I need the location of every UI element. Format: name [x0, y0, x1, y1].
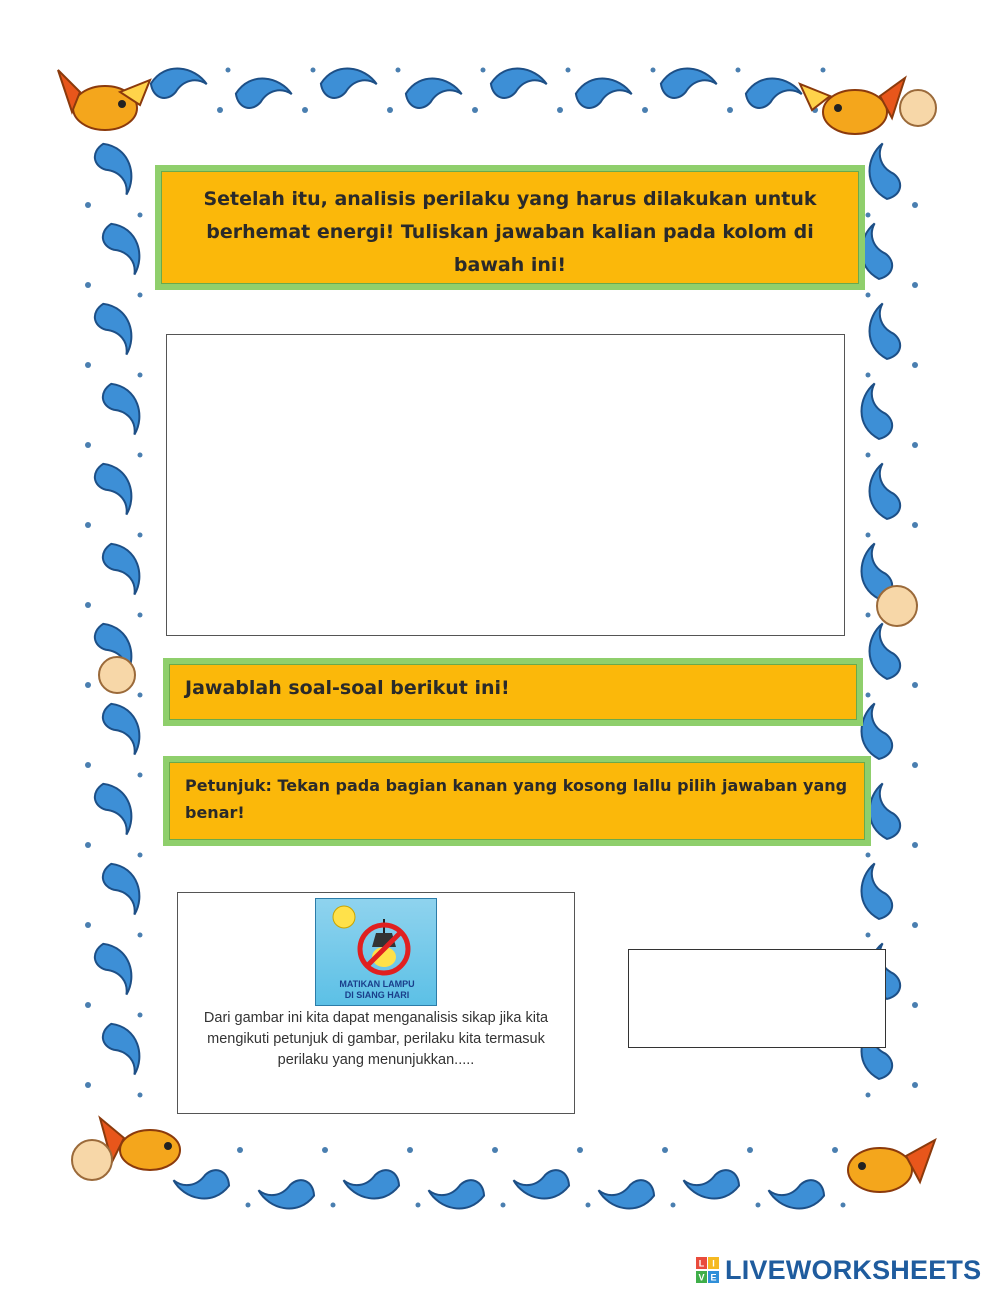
bubble-ornament — [246, 1203, 251, 1208]
bubble-ornament — [138, 373, 143, 378]
goldfish-top-right-icon — [800, 78, 905, 134]
bubble-ornament — [85, 762, 91, 768]
bubble-ornament — [138, 213, 143, 218]
bubble-ornament — [85, 682, 91, 688]
bubble-ornament — [85, 522, 91, 528]
wave-ornament — [171, 1157, 233, 1207]
bubble-ornament — [651, 68, 656, 73]
liveworksheets-logo-icon — [695, 1255, 721, 1285]
bubble-ornament — [138, 693, 143, 698]
bubble-ornament — [472, 107, 478, 113]
bubble-ornament — [912, 442, 918, 448]
bubble-ornament — [237, 1147, 243, 1153]
logo-letter: E — [710, 1272, 717, 1283]
wave-ornament — [865, 622, 907, 681]
bubble-ornament — [226, 68, 231, 73]
bubble-ornament — [866, 373, 871, 378]
goldfish-bottom-right-icon — [848, 1140, 935, 1192]
bubble-ornament — [85, 842, 91, 848]
bubble-ornament — [481, 68, 486, 73]
bubble-ornament — [912, 842, 918, 848]
bubble-ornament — [138, 453, 143, 458]
wave-ornament — [857, 862, 899, 921]
hint-text: Petunjuk: Tekan pada bagian kanan yang kosong lallu pilih jawaban yang benar! — [185, 776, 848, 822]
bubble-ornament — [85, 282, 91, 288]
bubble-ornament — [85, 1002, 91, 1008]
wave-ornament — [101, 1020, 143, 1079]
bubble-ornament — [832, 1147, 838, 1153]
wave-ornament — [681, 1157, 743, 1207]
answer-text-area[interactable] — [166, 334, 845, 636]
wave-ornament — [658, 62, 719, 108]
bubble-ornament — [331, 1203, 336, 1208]
bubble-ornament — [138, 1013, 143, 1018]
wave-ornament — [93, 140, 135, 199]
bubble-ornament — [138, 613, 143, 618]
bubble-ornament — [416, 1203, 421, 1208]
bubble-ornament — [85, 202, 91, 208]
bubble-ornament — [642, 107, 648, 113]
bubble-ornament — [866, 853, 871, 858]
bubble-ornament — [821, 68, 826, 73]
liveworksheets-logo — [695, 1253, 981, 1287]
instruction-text: Setelah itu, analisis perilaku yang harus dilakukan untuk berhemat energi! Tuliskan jawaban kalian pada kolom di bawah ini! — [203, 188, 817, 276]
wave-ornament — [865, 142, 907, 201]
bubble-ornament — [322, 1147, 328, 1153]
instruction-box — [155, 165, 865, 290]
bubble-ornament — [85, 602, 91, 608]
bubble-ornament — [138, 1093, 143, 1098]
wave-ornament — [857, 702, 899, 761]
bubble-ornament — [671, 1203, 676, 1208]
wave-ornament — [318, 62, 379, 108]
bubble-ornament — [866, 933, 871, 938]
wave-ornament — [766, 1167, 828, 1217]
wave-ornament — [148, 62, 209, 108]
bubble-ornament — [756, 1203, 761, 1208]
bubble-ornament — [736, 68, 741, 73]
wave-ornament — [101, 860, 143, 919]
bubble-ornament — [912, 522, 918, 528]
wave-ornament — [426, 1167, 488, 1217]
bubble-ornament — [662, 1147, 668, 1153]
bubble-ornament — [85, 442, 91, 448]
wave-ornament — [865, 462, 907, 521]
bubble-ornament — [866, 453, 871, 458]
bubble-ornament — [85, 362, 91, 368]
bubble-ornament — [866, 213, 871, 218]
section-heading-text: Jawablah soal-soal berikut ini! — [185, 677, 510, 699]
bubble-ornament — [586, 1203, 591, 1208]
hint-box — [163, 756, 871, 846]
lamp-off-poster-image — [315, 898, 437, 1006]
wave-ornament — [101, 700, 143, 759]
logo-letter: I — [712, 1258, 715, 1269]
wave-ornament — [341, 1157, 403, 1207]
answer-dropdown[interactable] — [628, 949, 886, 1048]
bubble-ornament — [912, 762, 918, 768]
bubble-ornament — [311, 68, 316, 73]
bubble-ornament — [747, 1147, 753, 1153]
section-heading — [163, 658, 863, 726]
lightbulb-prohibited-icon — [316, 899, 438, 1007]
bubble-ornament — [912, 922, 918, 928]
wave-ornament — [233, 72, 294, 118]
bubble-ornament — [138, 773, 143, 778]
bubble-ornament — [387, 107, 393, 113]
bubble-ornament — [138, 853, 143, 858]
wave-ornament — [596, 1167, 658, 1217]
logo-letter: V — [698, 1272, 705, 1283]
bubble-ornament — [912, 362, 918, 368]
bubble-ornament — [866, 1093, 871, 1098]
bubble-ornament — [138, 293, 143, 298]
bubble-ornament — [577, 1147, 583, 1153]
bubble-ornament — [866, 533, 871, 538]
bubble-ornament — [727, 107, 733, 113]
wave-ornament — [93, 300, 135, 359]
bubble-ornament — [138, 933, 143, 938]
wave-ornament — [101, 220, 143, 279]
bubble-ornament — [912, 682, 918, 688]
brand-wordmark: LIVEWORKSHEETS — [725, 1254, 982, 1285]
wave-ornament — [743, 72, 804, 118]
bubble-ornament — [217, 107, 223, 113]
bubble-ornament — [85, 1082, 91, 1088]
wave-ornament — [256, 1167, 318, 1217]
bubble-ornament — [866, 613, 871, 618]
bubble-ornament — [912, 1002, 918, 1008]
wave-ornament — [93, 460, 135, 519]
bubble-ornament — [138, 533, 143, 538]
bubble-ornament — [492, 1147, 498, 1153]
poster-caption-line2: DI SIANG HARI — [344, 990, 410, 1000]
wave-ornament — [403, 72, 464, 118]
bubble-ornament — [396, 68, 401, 73]
poster-caption-line1: MATIKAN LAMPU — [339, 979, 415, 989]
bubble-ornament — [85, 922, 91, 928]
bubble-ornament — [557, 107, 563, 113]
wave-ornament — [865, 302, 907, 361]
question-text: Dari gambar ini kita dapat menganalisis sikap jika kita mengikuti petunjuk di gambar, perilaku kita termasuk perilaku yang menunjukkan..... — [203, 1010, 549, 1068]
wave-ornament — [573, 72, 634, 118]
wave-ornament — [101, 540, 143, 599]
wave-ornament — [101, 380, 143, 439]
wave-ornament — [93, 780, 135, 839]
wave-ornament — [511, 1157, 573, 1207]
wave-ornament — [857, 382, 899, 441]
wave-ornament — [93, 940, 135, 999]
bubble-ornament — [912, 1082, 918, 1088]
bubble-ornament — [566, 68, 571, 73]
bubble-ornament — [841, 1203, 846, 1208]
wave-ornament — [488, 62, 549, 108]
logo-letter: L — [698, 1258, 705, 1269]
bubble-ornament — [302, 107, 308, 113]
bubble-ornament — [866, 293, 871, 298]
bubble-ornament — [866, 693, 871, 698]
bubble-ornament — [407, 1147, 413, 1153]
bubble-ornament — [912, 282, 918, 288]
bubble-ornament — [912, 202, 918, 208]
wave-ornament — [865, 782, 907, 841]
bubble-ornament — [501, 1203, 506, 1208]
goldfish-top-left-icon — [58, 70, 150, 130]
